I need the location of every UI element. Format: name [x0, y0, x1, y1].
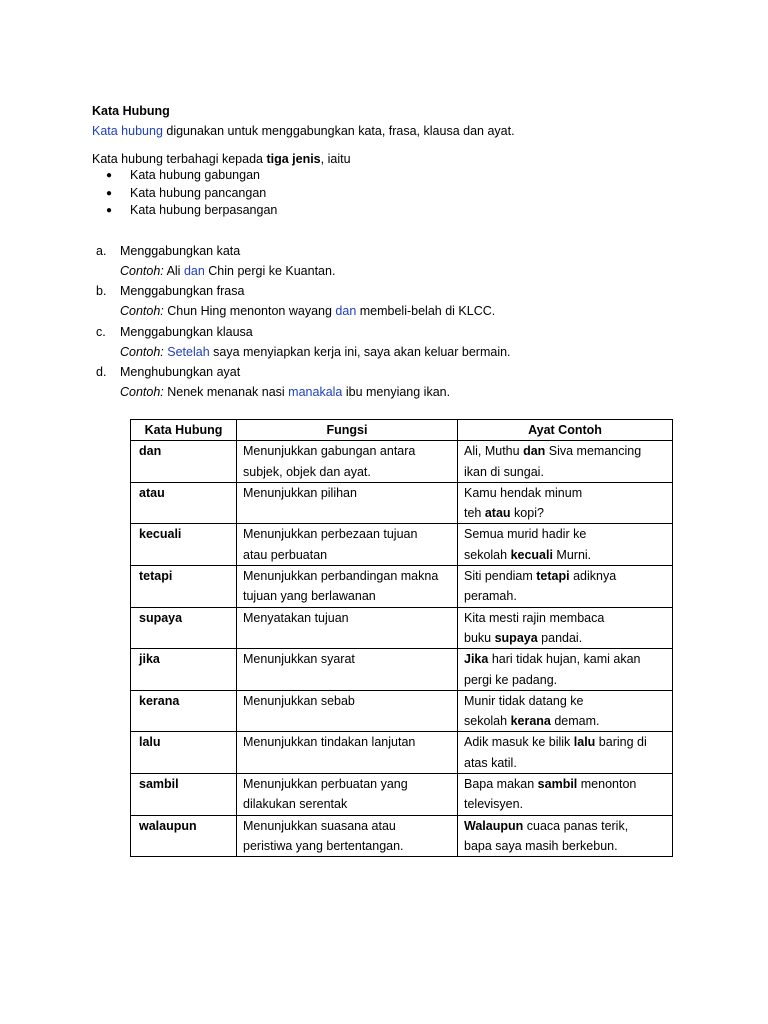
example-line: [464, 753, 666, 773]
example-highlight: dan: [183, 264, 205, 278]
use-letter: c.: [96, 325, 106, 339]
intro-text: digunakan untuk menggabungkan kata, frasa, klausa dan ayat.: [162, 124, 515, 138]
table-row: [131, 774, 673, 816]
example-keyword: sambil: [537, 777, 578, 792]
example-line: [464, 608, 666, 628]
table-row: [131, 524, 673, 566]
cell-kata-hubung: kecuali: [131, 524, 237, 566]
bullet-icon: ●: [106, 187, 113, 199]
example-pre: Kita mesti rajin membaca: [464, 610, 605, 625]
example-line: [464, 503, 666, 523]
example-line: [464, 524, 666, 544]
list-item: [92, 185, 277, 203]
cell-ayat-contoh: [458, 690, 673, 732]
fungsi-line: Menunjukkan perbuatan yang: [243, 777, 408, 792]
example-line: [464, 441, 666, 461]
example-line: [464, 483, 666, 503]
example-pre: Munir tidak datang ke: [464, 693, 584, 708]
example-pre: televisyen.: [464, 797, 524, 812]
example-pre: sekolah: [464, 547, 511, 562]
cell-fungsi: [237, 774, 458, 816]
example-keyword: kecuali: [510, 547, 553, 562]
example-post: Siva memancing: [545, 444, 642, 459]
cell-kata-hubung: walaupun: [131, 815, 237, 857]
example-keyword: supaya: [494, 630, 538, 645]
list-item-label: Kata hubung berpasangan: [130, 203, 278, 217]
cell-kata-hubung: tetapi: [131, 566, 237, 608]
contoh-label: Contoh:: [120, 304, 164, 318]
intro-line: [92, 123, 515, 139]
cell-fungsi: [237, 566, 458, 608]
cell-kata-hubung: jika: [131, 649, 237, 691]
cell-fungsi: [237, 732, 458, 774]
example-post: hari tidak hujan, kami akan: [488, 652, 641, 667]
example-line: [464, 566, 666, 586]
types-list: [92, 167, 277, 220]
example-highlight: dan: [335, 304, 357, 318]
table-row: [131, 482, 673, 524]
cell-ayat-contoh: [458, 732, 673, 774]
fungsi-line: dilakukan serentak: [243, 797, 348, 812]
cell-kata-hubung: atau: [131, 482, 237, 524]
cell-fungsi: [237, 482, 458, 524]
cell-ayat-contoh: [458, 649, 673, 691]
fungsi-line: Menunjukkan pilihan: [243, 485, 357, 500]
example-post: adiknya: [569, 569, 617, 584]
fungsi-line: peristiwa yang bertentangan.: [243, 838, 404, 853]
use-letter: d.: [96, 365, 107, 379]
column-header: Kata Hubung: [131, 420, 237, 441]
types-intro: [92, 151, 351, 167]
cell-fungsi: [237, 524, 458, 566]
cell-ayat-contoh: [458, 482, 673, 524]
cell-fungsi: [237, 690, 458, 732]
example-line: [464, 774, 666, 794]
example-pre: bapa saya masih berkebun.: [464, 838, 618, 853]
cell-fungsi: [237, 607, 458, 649]
cell-fungsi: [237, 649, 458, 691]
example-keyword: kerana: [510, 714, 551, 729]
use-label: Menghubungkan ayat: [120, 365, 241, 379]
example-pre: Siti pendiam: [464, 569, 537, 584]
example-pre: Bapa makan: [464, 777, 538, 792]
example-pre: Ali: [163, 264, 184, 278]
example-line: [464, 462, 666, 482]
fungsi-line: Menunjukkan suasana atau: [243, 818, 396, 833]
example-highlight: Setelah: [167, 345, 210, 359]
table-row: [131, 690, 673, 732]
example-line: [464, 545, 666, 565]
example-line: [464, 670, 666, 690]
example-keyword: lalu: [573, 735, 596, 750]
contoh-label: Contoh:: [120, 264, 164, 278]
cell-ayat-contoh: [458, 524, 673, 566]
example-pre: buku: [464, 630, 495, 645]
bullet-icon: ●: [106, 170, 113, 181]
fungsi-line: Menunjukkan perbezaan tujuan: [243, 527, 418, 542]
list-item: [92, 167, 277, 185]
example-highlight: manakala: [288, 385, 343, 399]
cell-fungsi: [237, 441, 458, 483]
cell-kata-hubung: lalu: [131, 732, 237, 774]
example-line: [464, 794, 666, 814]
intro-term: Kata hubung: [92, 124, 163, 138]
example-line: [464, 628, 666, 648]
example-post: Chin pergi ke Kuantan.: [204, 264, 336, 278]
example-line: [464, 816, 666, 836]
example-pre: Ali, Muthu: [464, 444, 524, 459]
table-row: [131, 566, 673, 608]
use-example: [120, 344, 511, 360]
column-header: Fungsi: [237, 420, 458, 441]
table-row: [131, 649, 673, 691]
example-line: [464, 691, 666, 711]
example-keyword: Walaupun: [464, 818, 524, 833]
use-letter: b.: [96, 284, 107, 298]
use-label: Menggabungkan klausa: [120, 325, 253, 339]
fungsi-line: atau perbuatan: [243, 547, 328, 562]
bullet-icon: ●: [106, 205, 113, 216]
kata-hubung-table: [130, 419, 673, 857]
cell-ayat-contoh: [458, 774, 673, 816]
cell-fungsi: [237, 815, 458, 857]
example-pre: Semua murid hadir ke: [464, 527, 587, 542]
table-header-row: [131, 420, 673, 441]
example-post: saya menyiapkan kerja ini, saya akan keluar bermain.: [209, 345, 511, 359]
cell-ayat-contoh: [458, 441, 673, 483]
example-post: pandai.: [537, 630, 583, 645]
cell-ayat-contoh: [458, 566, 673, 608]
example-keyword: atau: [484, 506, 511, 521]
use-example: [120, 384, 450, 400]
fungsi-line: Menunjukkan tindakan lanjutan: [243, 735, 416, 750]
cell-kata-hubung: supaya: [131, 607, 237, 649]
cell-kata-hubung: kerana: [131, 690, 237, 732]
example-pre: sekolah: [464, 714, 511, 729]
example-keyword: Jika: [464, 652, 489, 667]
example-pre: Kamu hendak minum: [464, 485, 583, 500]
fungsi-line: Menunjukkan perbandingan makna: [243, 569, 439, 584]
example-pre: Adik masuk ke bilik: [464, 735, 574, 750]
column-header: Ayat Contoh: [458, 420, 673, 441]
example-post: Murni.: [552, 547, 592, 562]
table-row: [131, 815, 673, 857]
example-line: [464, 836, 666, 856]
fungsi-line: subjek, objek dan ayat.: [243, 464, 371, 479]
example-pre: Chun Hing menonton wayang: [163, 304, 336, 318]
example-post: menonton: [577, 777, 637, 792]
example-post: baring di: [595, 735, 647, 750]
example-pre: Nenek menanak nasi: [163, 385, 289, 399]
types-intro-before: Kata hubung terbahagi kepada: [92, 152, 267, 166]
list-item-label: Kata hubung pancangan: [130, 185, 267, 200]
contoh-label: Contoh:: [120, 345, 164, 359]
example-pre: atas katil.: [464, 755, 517, 770]
use-example: [120, 263, 335, 279]
cell-ayat-contoh: [458, 607, 673, 649]
example-line: [464, 586, 666, 606]
cell-kata-hubung: dan: [131, 441, 237, 483]
example-line: [464, 649, 666, 669]
example-post: kopi?: [510, 506, 544, 521]
contoh-label: Contoh:: [120, 385, 164, 399]
fungsi-line: Menunjukkan gabungan antara: [243, 444, 416, 459]
example-pre: pergi ke padang.: [464, 672, 558, 687]
table-row: [131, 441, 673, 483]
table-row: [131, 607, 673, 649]
use-letter: a.: [96, 244, 107, 258]
example-line: [464, 711, 666, 731]
use-label: Menggabungkan kata: [120, 244, 241, 258]
example-pre: peramah.: [464, 589, 517, 604]
example-keyword: dan: [523, 444, 546, 459]
example-post: membeli-belah di KLCC.: [356, 304, 496, 318]
page-title: Kata Hubung: [92, 104, 170, 118]
example-keyword: tetapi: [536, 569, 570, 584]
example-pre: teh: [464, 506, 485, 521]
list-item: [92, 202, 277, 220]
example-post: ibu menyiang ikan.: [342, 385, 451, 399]
fungsi-line: Menunjukkan syarat: [243, 652, 355, 667]
types-intro-bold: tiga jenis: [266, 152, 321, 166]
list-item-label: Kata hubung gabungan: [130, 168, 260, 182]
table-row: [131, 732, 673, 774]
use-label: Menggabungkan frasa: [120, 284, 245, 298]
use-example: [120, 303, 495, 319]
example-post: demam.: [550, 714, 600, 729]
fungsi-line: Menyatakan tujuan: [243, 610, 349, 625]
cell-kata-hubung: sambil: [131, 774, 237, 816]
cell-ayat-contoh: [458, 815, 673, 857]
example-pre: ikan di sungai.: [464, 464, 544, 479]
example-line: [464, 732, 666, 752]
fungsi-line: tujuan yang berlawanan: [243, 589, 376, 604]
fungsi-line: Menunjukkan sebab: [243, 693, 355, 708]
example-post: cuaca panas terik,: [523, 818, 629, 833]
types-intro-after: , iaitu: [320, 152, 351, 166]
